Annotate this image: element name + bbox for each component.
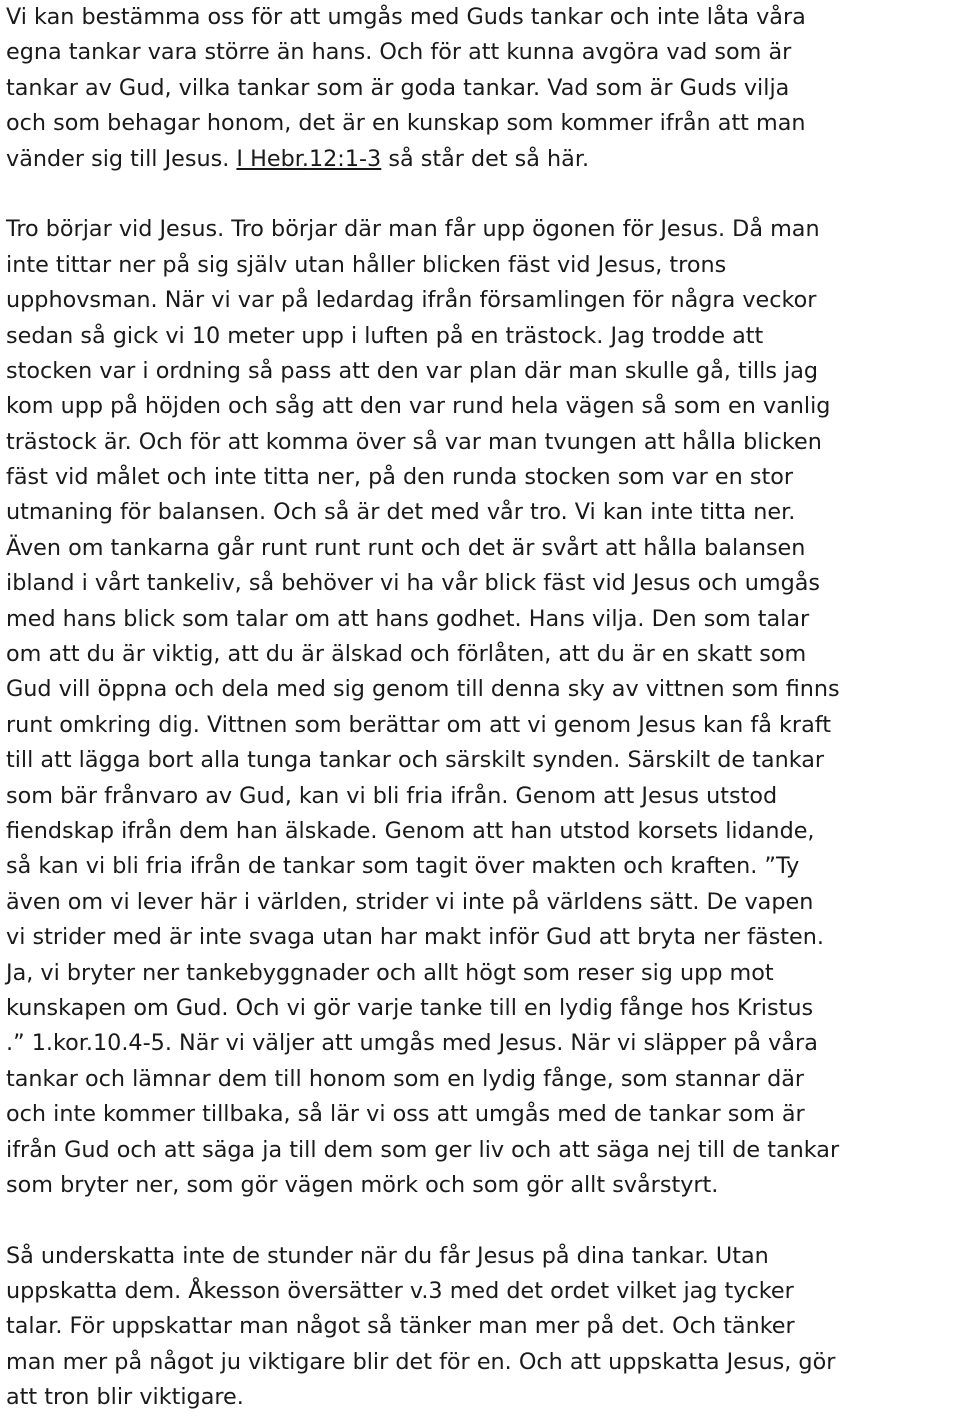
text-fragment: så står det så här. bbox=[381, 145, 590, 172]
hebrews-verse-link[interactable]: 12:1-3 bbox=[308, 145, 382, 172]
text-line: sedan så gick vi 10 meter upp i luften på en trästock. Jag trodde att bbox=[6, 322, 764, 349]
text-line: kunskapen om Gud. Och vi gör varje tanke till en lydig fånge hos Kristus bbox=[6, 994, 814, 1021]
text-line: uppskatta dem. Åkesson översätter v.3 med det ordet vilket jag tycker bbox=[6, 1278, 794, 1305]
paragraph-faith bbox=[6, 212, 958, 1203]
text-line: Gud vill öppna och dela med sig genom till denna sky av vittnen som finns bbox=[6, 676, 840, 703]
text-line: till att lägga bort alla tunga tankar och särskilt synden. Särskilt de tankar bbox=[6, 747, 825, 774]
text-line: stocken var i ordning så pass att den var plan där man skulle gå, tills jag bbox=[6, 357, 819, 384]
text-line: talar. För uppskattar man något så tänker man mer på det. Och tänker bbox=[6, 1313, 795, 1340]
text-line: som bär frånvaro av Gud, kan vi bli fria ifrån. Genom att Jesus utstod bbox=[6, 782, 778, 809]
text-line: tankar och lämnar dem till honom som en lydig fånge, som stannar där bbox=[6, 1065, 805, 1092]
text-line: Även om tankarna går runt runt runt och det är svårt att hålla balansen bbox=[6, 534, 806, 561]
text-line: inte tittar ner på sig själv utan håller blicken fäst vid Jesus, trons bbox=[6, 251, 727, 278]
paragraph-spacer bbox=[6, 1203, 958, 1238]
text-line: Tro börjar vid Jesus. Tro börjar där man får upp ögonen för Jesus. Då man bbox=[6, 216, 820, 243]
text-line: så kan vi bli fria ifrån de tankar som tagit över makten och kraften. ”Ty bbox=[6, 853, 800, 880]
text-line: vi strider med är inte svaga utan har makt inför Gud att bryta ner fästen. bbox=[6, 924, 824, 951]
paragraph-spacer bbox=[6, 177, 958, 212]
text-line: med hans blick som talar om att hans godhet. Hans vilja. Den som talar bbox=[6, 605, 810, 632]
document-page bbox=[6, 0, 958, 1416]
text-line: som bryter ner, som gör vägen mörk och som gör allt svårstyrt. bbox=[6, 1171, 719, 1198]
paragraph-intro bbox=[6, 0, 958, 177]
text-line: Vi kan bestämma oss för att umgås med Guds tankar och inte låta våra bbox=[6, 4, 806, 30]
paragraph-conclusion bbox=[6, 1239, 958, 1416]
text-line: utmaning för balansen. Och så är det med vår tro. Vi kan inte titta ner. bbox=[6, 499, 796, 526]
text-line: Ja, vi bryter ner tankebyggnader och allt högt som reser sig upp mot bbox=[6, 959, 774, 986]
text-line: man mer på något ju viktigare blir det för en. Och att uppskatta Jesus, gör bbox=[6, 1348, 836, 1375]
text-line: ibland i vårt tankeliv, så behöver vi ha vår blick fäst vid Jesus och umgås bbox=[6, 570, 821, 597]
text-line: om att du är viktig, att du är älskad och förlåten, att du är en skatt som bbox=[6, 641, 807, 668]
text-line: egna tankar vara större än hans. Och för att kunna avgöra vad som är bbox=[6, 39, 792, 66]
text-line: kom upp på höjden och såg att den var rund hela vägen så som en vanlig bbox=[6, 393, 831, 420]
text-line: .” 1.kor.10.4-5. När vi väljer att umgås med Jesus. När vi släpper på våra bbox=[6, 1030, 818, 1057]
text-line: trästock är. Och för att komma över så var man tvungen att hålla blicken bbox=[6, 428, 822, 455]
text-line: ifrån Gud och att säga ja till dem som ger liv och att säga nej till de tankar bbox=[6, 1136, 840, 1163]
text-line: tankar av Gud, vilka tankar som är goda tankar. Vad som är Guds vilja bbox=[6, 74, 790, 101]
text-line: fäst vid målet och inte titta ner, på den runda stocken som var en stor bbox=[6, 464, 793, 491]
text-line: fiendskap ifrån dem han älskade. Genom att han utstod korsets lidande, bbox=[6, 817, 815, 844]
text-line: upphovsman. När vi var på ledardag ifrån församlingen för några veckor bbox=[6, 287, 817, 314]
text-line: Så underskatta inte de stunder när du får Jesus på dina tankar. Utan bbox=[6, 1242, 769, 1269]
text-fragment: vänder sig till Jesus. bbox=[6, 145, 237, 172]
text-line: runt omkring dig. Vittnen som berättar om att vi genom Jesus kan få kraft bbox=[6, 711, 831, 738]
text-line: att tron blir viktigare. bbox=[6, 1384, 244, 1411]
text-line: även om vi lever här i världen, strider vi inte på världens sätt. De vapen bbox=[6, 888, 814, 915]
text-line bbox=[6, 142, 958, 177]
text-line: och inte kommer tillbaka, så lär vi oss att umgås med de tankar som är bbox=[6, 1101, 805, 1128]
text-line: och som behagar honom, det är en kunskap som kommer ifrån att man bbox=[6, 110, 806, 137]
hebrews-reference-link[interactable]: I Hebr. bbox=[236, 145, 309, 172]
